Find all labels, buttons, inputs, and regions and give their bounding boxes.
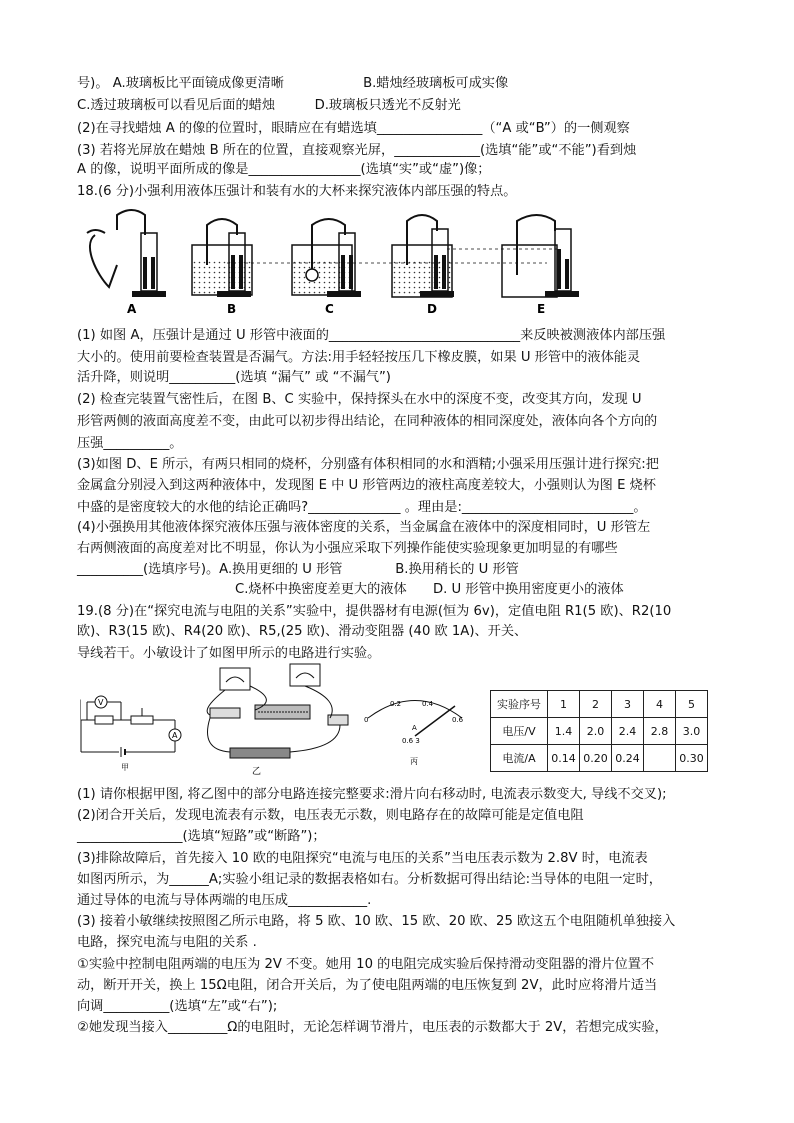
gauge-b (192, 219, 252, 316)
table-col-4: 4 (644, 691, 676, 718)
fig18-label-d: D (427, 302, 437, 316)
voltage-cell-2: 2.0 (580, 718, 612, 745)
ammeter-unit: A (412, 724, 417, 732)
text-line-32: 动，断开开关，换上 15Ω电阻，闭合开关后，为了使电阻两端的电压恢复到 2V，此时应将滑片适当 (77, 978, 658, 993)
text-line-24: (2)闭合开关后，发现电流表有示数，电压表无示数，则电路存在的故障可能是定值电阻 (77, 808, 584, 823)
table-col-1: 1 (548, 691, 580, 718)
text-line-15: 中盛的是密度较大的水他的结论正确吗?______________ 。理由是:__________________________。 (77, 500, 647, 515)
text-line-12: 压强__________。 (77, 436, 183, 451)
current-label: 电流/A (491, 745, 548, 772)
text-line-3: (2)在寻找蜡烛 A 的像的位置时，眼睛应在有蜡选填________________（“A 或“B”）的一侧观察 (77, 121, 630, 136)
circuit-voltmeter-label: V (98, 698, 104, 707)
text-line-30: 电路，探究电流与电阻的关系 . (77, 935, 257, 950)
gauge-a (87, 210, 166, 316)
question-18-title: 18.(6 分)小强利用液体压强计和装有水的大杯来探究液体内部压强的特点。 (77, 184, 517, 199)
voltage-cell-1: 1.4 (548, 718, 580, 745)
ammeter-tick-04: 0.4 (422, 700, 434, 708)
current-cell-1: 0.14 (548, 745, 580, 772)
text-line-31: ①实验中控制电阻两端的电压为 2V 不变。她用 10 的电阻完成实验后保持滑动变阻器的滑片位置不 (77, 957, 655, 972)
fig18-label-e: E (537, 302, 546, 316)
voltage-cell-4: 2.8 (644, 718, 676, 745)
ammeter-tick-06: 0.6 (452, 716, 464, 724)
voltage-cell-3: 2.4 (612, 718, 644, 745)
setup-label-yi: 乙 (252, 767, 262, 777)
table-row-header (491, 691, 708, 718)
figure-18-pressure-gauge (77, 205, 597, 317)
figure-19-ammeter (360, 688, 470, 770)
text-line-34: ②她发现当接入_________Ω的电阻时，无论怎样调节滑片，电压表的示数都大于 2V，若想完成实验， (77, 1020, 668, 1035)
figure-19-circuit-diagram (77, 690, 187, 775)
fig18-label-a: A (127, 302, 137, 316)
text-line-1: 号)。 A.玻璃板比平面镜成像更清晰 B.蜡烛经玻璃板可成实像 (77, 76, 509, 91)
circuit-label-jia: 甲 (121, 763, 129, 772)
current-cell-3: 0.24 (612, 745, 644, 772)
table-row-voltage (491, 718, 708, 745)
fig18-label-b: B (227, 302, 237, 316)
ammeter-label-bing: 丙 (410, 757, 418, 766)
table-col-2: 2 (580, 691, 612, 718)
current-cell-2: 0.20 (580, 745, 612, 772)
current-cell-5: 0.30 (676, 745, 708, 772)
text-line-9: 活升降，则说明__________(选填 “漏气” 或 “不漏气”) (77, 370, 391, 385)
voltage-label: 电压/V (491, 718, 548, 745)
text-line-21: 欧)、R3(15 欧)、R4(20 欧)、R5,(25 欧)、滑动变阻器 (40 欧 1A)、开关、 (77, 624, 528, 639)
text-line-33: 向调__________(选填“左”或“右”); (77, 999, 278, 1014)
text-line-26: (3)排除故障后，首先接入 10 欧的电阻探究“电流与电压的关系”当电压表示数为 2.8V 时，电流表 (77, 851, 648, 866)
text-line-29: (3) 接着小敏继续按照图乙所示电路，将 5 欧、10 欧、15 欧、20 欧、25 欧这五个电阻随机单独接入 (77, 914, 676, 929)
text-line-17: 右两侧液面的高度差对比不明显，你认为小强应采取下列操作能使实验现象更加明显的有哪些 (77, 541, 618, 556)
table-row-current (491, 745, 708, 772)
circuit-ammeter-label: A (172, 731, 178, 740)
text-line-11: 形管两侧的液面高度差不变，由此可以初步得出结论，在同种液体的相同深度处，液体向各个方向的 (77, 414, 658, 429)
table-header-cell: 实验序号 (491, 691, 548, 718)
text-line-4: (3) 若将光屏放在蜡烛 B 所在的位置，直接观察光屏，_____________(选填“能”或“不能”)看到烛 (77, 143, 637, 158)
text-line-28: 通过导体的电流与导体两端的电压成____________. (77, 893, 372, 908)
text-line-10: (2) 检查完装置气密性后，在图 B、C 实验中，保持探头在水中的深度不变，改变其方向，发现 U (77, 392, 642, 407)
text-line-5: A 的像，说明平面所成的像是_________________(选填“实”或“虚”)像； (77, 162, 491, 177)
text-line-16: (4)小强换用其他液体探究液体压强与液体密度的关系，当金属盒在液体中的深度相同时，U 形管左 (77, 520, 651, 535)
gauge-c (292, 219, 361, 316)
text-line-19: C.烧杯中换密度差更大的液体 D. U 形管中换用密度更小的液体 (235, 582, 624, 597)
table-col-3: 3 (612, 691, 644, 718)
ammeter-terminals: 0.6 3 (402, 737, 420, 745)
text-line-8: 大小的。使用前要检查装置是否漏气。方法:用手轻轻按压几下橡皮膜，如果 U 形管中的液体能灵 (77, 350, 641, 365)
table-col-5: 5 (676, 691, 708, 718)
gauge-e (502, 215, 579, 316)
gauge-d (392, 215, 454, 316)
text-line-18: __________(选填序号)。A.换用更细的 U 形管 B.换用稍长的 U 形管 (77, 562, 519, 577)
text-line-22: 导线若干。小敏设计了如图甲所示的电路进行实验。 (77, 646, 381, 661)
text-line-14: 金属盒分别浸入到这两种液体中，发现图 E 中 U 形管两边的液柱高度差较大，小强则认为图 E 烧杯 (77, 478, 656, 493)
text-line-23: (1) 请你根据甲图, 将乙图中的部分电路连接完整要求:滑片向右移动时, 电流表示数变大, 导线不交叉); (77, 787, 667, 802)
ammeter-tick-02: 0.2 (390, 700, 402, 708)
figure-19-physical-setup (190, 660, 355, 778)
current-cell-4 (644, 745, 676, 772)
fig18-label-c: C (325, 302, 334, 316)
text-line-7: (1) 如图 A，压强计是通过 U 形管中液面的_____________________________来反映被测液体内部压强 (77, 328, 666, 343)
experiment-data-table (490, 690, 708, 772)
voltage-cell-5: 3.0 (676, 718, 708, 745)
question-19-title: 19.(8 分)在“探究电流与电阻的关系”实验中，提供器材有电源(恒为 6v)，定值电阻 R1(5 欧)、R2(10 (77, 604, 672, 619)
ammeter-tick-0: 0 (364, 716, 369, 724)
text-line-27: 如图丙所示，为______A;实验小组记录的数据表格如右。分析数据可得出结论:当导体的电阻一定时， (77, 872, 662, 887)
text-line-2: C.透过玻璃板可以看见后面的蜡烛 D.玻璃板只透光不反射光 (77, 98, 461, 113)
text-line-25: ________________(选填“短路”或“断路”)； (77, 829, 326, 844)
text-line-13: (3)如图 D、E 所示，有两只相同的烧杯，分别盛有体积相同的水和酒精;小强采用压强计进行探究:把 (77, 457, 659, 472)
